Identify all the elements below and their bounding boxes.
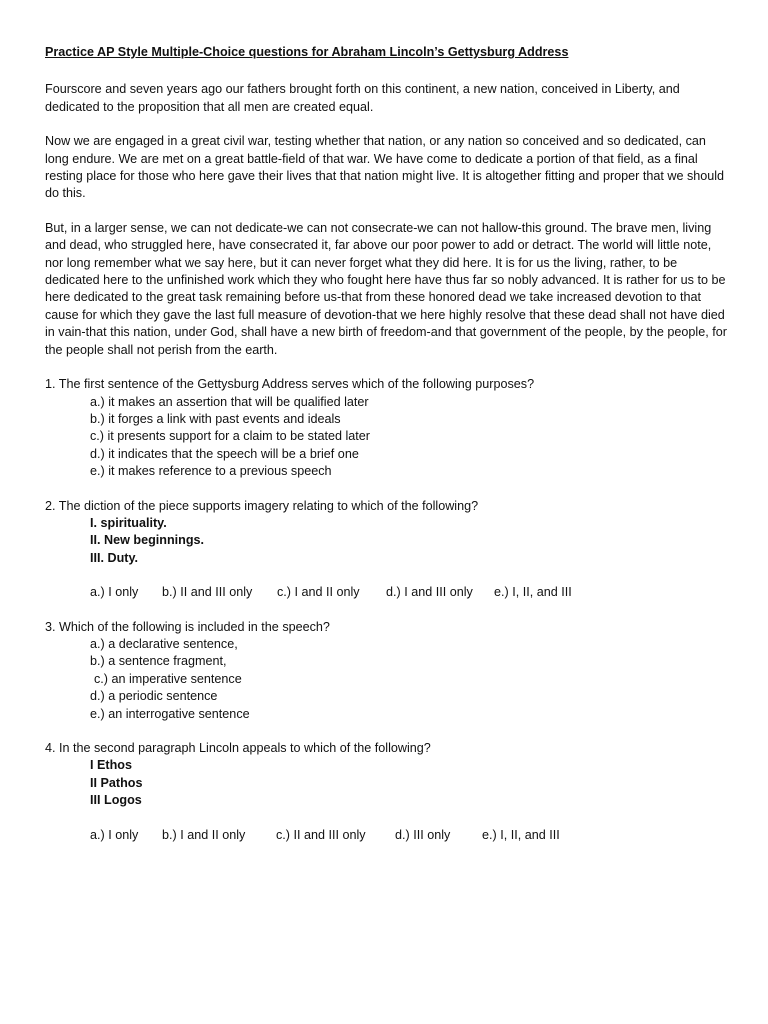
answer-choices-row [45,827,732,844]
question-stem: 4. In the second paragraph Lincoln appeals to which of the following? [45,741,431,755]
answer-choice-c: c.) I and II only [277,585,360,600]
roman-item-3: III. Duty. [90,550,139,565]
answer-choice-a: a.) I only [90,585,139,600]
answer-choice-e: e.) I, II, and III [482,827,560,842]
answer-choices-row [45,584,732,601]
answer-options [45,394,732,481]
question-4 [45,740,732,844]
answer-option-e: e.) an interrogative sentence [90,706,250,721]
answer-option-d: d.) it indicates that the speech will be a brief one [90,446,359,461]
answer-choice-b: b.) I and II only [162,827,246,842]
answer-choice-d: d.) I and III only [386,585,473,600]
answer-option-e: e.) it makes reference to a previous speech [90,464,332,479]
question-stem: 1. The first sentence of the Gettysburg Address serves which of the following purposes? [45,377,535,392]
answer-choice-d: d.) III only [395,827,451,842]
roman-item-2: II Pathos [90,775,143,790]
answer-option-a: a.) it makes an assertion that will be qualified later [90,394,369,409]
document-title: Practice AP Style Multiple-Choice questions for Abraham Lincoln’s Gettysburg Address [45,45,569,59]
answer-choice-e: e.) I, II, and III [494,585,572,600]
question-2 [45,498,732,602]
question-3 [45,619,732,723]
answer-option-c: c.) an imperative sentence [94,671,242,686]
roman-item-1: I. spirituality. [90,515,167,530]
answer-option-b: b.) a sentence fragment, [90,654,227,669]
answer-options [45,636,732,723]
question-stem: 2. The diction of the piece supports imagery relating to which of the following? [45,498,479,513]
speech-paragraph-2: Now we are engaged in a great civil war, testing whether that nation, or any nation so conceived and so dedicated, can long endure. We are met on a great battle-field of that war. We have come to dedicate a portion of that field, as a final resting place for those who here gave their lives that that nation might live. It is altogether fitting and proper that we should do this. [45,134,725,201]
question-1 [45,376,732,480]
roman-item-1: I Ethos [90,758,132,773]
question-stem: 3. Which of the following is included in the speech? [45,619,330,634]
speech-paragraph-3: But, in a larger sense, we can not dedicate-we can not consecrate-we can not hallow-this ground. The brave men, living and dead, who struggled here, have consecrated it, far above our poor power to add or detract. The world will little note, nor long remember what we say here, but it can never forget what they did here. It is for us the living, rather, to be dedicated here to the unfinished work which they who fought here have thus far so nobly advanced. It is rather for us to be here dedicated to the great task remaining before us-that from these honored dead we take increased devotion to that cause for which they gave the last full measure of devotion-that we here highly resolve that these dead shall not have died in vain-that this nation, under God, shall have a new birth of freedom-and that government of the people, by the people, for the people shall not perish from the earth. [45,220,727,357]
answer-choice-c: c.) II and III only [276,827,366,842]
roman-item-2: II. New beginnings. [90,533,205,548]
speech-paragraph-1: Fourscore and seven years ago our fathers brought forth on this continent, a new nation, conceived in Liberty, and dedicated to the proposition that all men are created equal. [45,82,680,114]
roman-item-3: III Logos [90,793,142,808]
answer-option-d: d.) a periodic sentence [90,689,218,704]
answer-option-b: b.) it forges a link with past events and ideals [90,411,341,426]
answer-option-c: c.) it presents support for a claim to be stated later [90,429,370,444]
answer-choice-a: a.) I only [90,827,139,842]
answer-option-a: a.) a declarative sentence, [90,636,238,651]
answer-choice-b: b.) II and III only [162,585,253,600]
